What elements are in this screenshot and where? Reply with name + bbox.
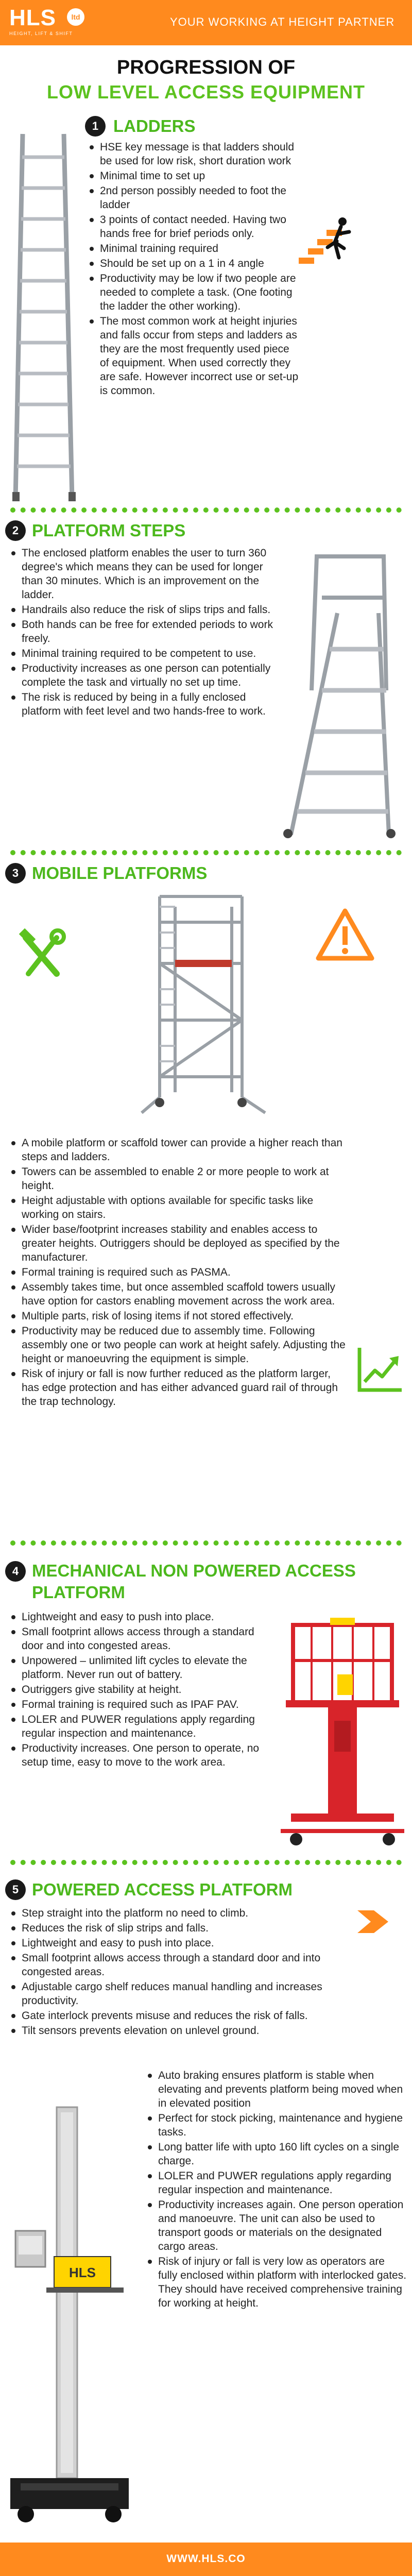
list-item: Tilt sensors prevents elevation on unlevel ground.	[10, 2024, 360, 2038]
footer-website-link[interactable]: WWW.HLS.CO	[166, 2553, 246, 2565]
list-item: Minimal training required	[89, 242, 300, 256]
page-subtitle: LOW LEVEL ACCESS EQUIPMENT	[46, 81, 366, 103]
list-item: Productivity may be low if two people are needed to complete a task. (One footing the ladder the other working).	[89, 272, 300, 313]
list-item: 3 points of contact needed. Having two hands free for brief periods only.	[89, 213, 300, 241]
platform-steps-icon	[281, 536, 404, 840]
list-item: Formal training is required such as IPAF PAV.	[10, 1698, 263, 1711]
ladder-icon	[11, 129, 78, 505]
section-3-number: 3	[5, 863, 26, 884]
section-divider	[10, 507, 402, 513]
list-item: Reduces the risk of slip strips and falls.	[10, 1921, 360, 1935]
list-item: Risk of injury or fall is now further reduced as the platform larger, has edge protection and has either advanced guard rail of through the trap technology.	[10, 1367, 350, 1409]
section-5-bullets-top	[10, 1906, 360, 2039]
hls-logo	[9, 5, 87, 41]
list-item: Small footprint allows access through a standard door and into congested areas.	[10, 1625, 263, 1653]
list-item: Towers can be assembled to enable 2 or more people to work at height.	[10, 1165, 350, 1193]
list-item: Assembly takes time, but once assembled scaffold towers usually have option for castors enabling movement across the work area.	[10, 1280, 350, 1308]
list-item: 2nd person possibly needed to foot the ladder	[89, 184, 300, 212]
list-item: Minimal time to set up	[89, 169, 300, 183]
list-item: Productivity may be reduced due to assembly time. Following assembly one or two people can work at height safely. Adjusting the height or manoeuvring the equipment is simple.	[10, 1324, 350, 1366]
list-item: Auto braking ensures platform is stable when elevating and prevents platform being moved when in elevated position	[147, 2069, 407, 2110]
section-1-bullets	[89, 140, 300, 399]
page-title: PROGRESSION OF	[116, 57, 296, 78]
fall-hazard-icon	[294, 216, 358, 273]
section-2-heading: PLATFORM STEPS	[32, 521, 186, 540]
list-item: Adjustable cargo shelf reduces manual handling and increases productivity.	[10, 1980, 360, 2008]
section-5-bullets-bottom	[147, 2069, 407, 2311]
section-3-bullets	[10, 1136, 350, 1410]
section-4-heading-line2: PLATFORM	[32, 1583, 125, 1602]
section-5-heading: POWERED ACCESS PLATFORM	[32, 1880, 293, 1899]
mechanical-platform-icon	[281, 1602, 404, 1850]
list-item: Handrails also reduce the risk of slips trips and falls.	[10, 603, 278, 617]
header-tagline: YOUR WORKING AT HEIGHT PARTNER	[170, 15, 395, 28]
list-item: Both hands can be free for extended periods to work freely.	[10, 618, 278, 646]
list-item: Productivity increases as one person can potentially complete the task and virtually no set up time.	[10, 662, 278, 689]
section-4-number: 4	[5, 1561, 26, 1582]
section-4-heading-line1: MECHANICAL NON POWERED ACCESS	[32, 1561, 356, 1580]
section-divider	[10, 1540, 402, 1546]
powered-platform-icon	[5, 2102, 134, 2535]
section-5-number: 5	[5, 1879, 26, 1900]
section-4-bullets	[10, 1610, 263, 1770]
list-item: Unpowered – unlimited lift cycles to elevate the platform. Never run out of battery.	[10, 1654, 263, 1682]
header-bar	[0, 0, 412, 45]
list-item: Formal training is required such as PASMA.	[10, 1265, 350, 1279]
list-item: Multiple parts, risk of losing items if not stored effectively.	[10, 1309, 350, 1323]
list-item: Should be set up on a 1 in 4 angle	[89, 257, 300, 270]
list-item: Minimal training required to be competent to use.	[10, 647, 278, 660]
list-item: Productivity increases. One person to operate, no setup time, easy to move to the work area.	[10, 1741, 263, 1769]
growth-chart-icon	[355, 1345, 404, 1394]
tools-icon	[15, 927, 67, 984]
list-item: LOLER and PUWER regulations apply regarding regular inspection and maintenance.	[10, 1713, 263, 1740]
logo-word: HLS	[9, 5, 56, 30]
list-item: Lightweight and easy to push into place.	[10, 1610, 263, 1624]
scaffold-tower-icon	[139, 891, 268, 1118]
list-item: Small footprint allows access through a standard door and into congested areas.	[10, 1951, 360, 1979]
list-item: Height adjustable with options available for specific tasks like working on stairs.	[10, 1194, 350, 1222]
list-item: Perfect for stock picking, maintenance and hygiene tasks.	[147, 2111, 407, 2139]
list-item: Wider base/footprint increases stability and enables access to greater heights. Outriggers should be deployed as specified by the manufacturer.	[10, 1223, 350, 1264]
list-item: Outriggers give stability at height.	[10, 1683, 263, 1697]
section-2-bullets	[10, 546, 278, 719]
list-item: LOLER and PUWER regulations apply regarding regular inspection and maintenance.	[147, 2169, 407, 2197]
section-1-number: 1	[85, 116, 106, 137]
section-divider	[10, 850, 402, 855]
list-item: The enclosed platform enables the user to turn 360 degree's which means they can be used for longer than 30 minutes. Which is an improvement on the ladder.	[10, 546, 278, 602]
list-item: Risk of injury or fall is very low as operators are fully enclosed within platform with interlocked gates. They should have received comprehensive training for working at height.	[147, 2255, 407, 2310]
list-item: Gate interlock prevents misuse and reduces the risk of falls.	[10, 2009, 360, 2023]
section-3-heading: MOBILE PLATFORMS	[32, 863, 208, 883]
list-item: The most common work at height injuries and falls occur from steps and ladders as they are the most frequently used piece of equipment. When used correctly they are safe. However incorrect use or set-up is common.	[89, 314, 300, 398]
section-1-heading: LADDERS	[113, 116, 196, 135]
machine-label: HLS	[69, 2265, 96, 2280]
logo-badge: ltd	[67, 8, 84, 26]
section-divider	[10, 1860, 402, 1865]
footer-bar	[0, 2543, 412, 2576]
arrow-icon	[355, 1906, 391, 1937]
warning-icon	[314, 907, 376, 963]
list-item: The risk is reduced by being in a fully enclosed platform with feet level and two hands-free to work.	[10, 690, 278, 718]
list-item: Long batter life with upto 160 lift cycles on a single charge.	[147, 2140, 407, 2168]
list-item: A mobile platform or scaffold tower can provide a higher reach than steps and ladders.	[10, 1136, 350, 1164]
list-item: HSE key message is that ladders should be used for low risk, short duration work	[89, 140, 300, 168]
list-item: Productivity increases again. One person operation and manoeuvre. The unit can also be used to transport goods or materials on the designated cargo areas.	[147, 2198, 407, 2253]
logo-tagline: HEIGHT, LIFT & SHIFT	[9, 31, 73, 36]
list-item: Lightweight and easy to push into place.	[10, 1936, 360, 1950]
list-item: Step straight into the platform no need to climb.	[10, 1906, 360, 1920]
section-2-number: 2	[5, 520, 26, 541]
